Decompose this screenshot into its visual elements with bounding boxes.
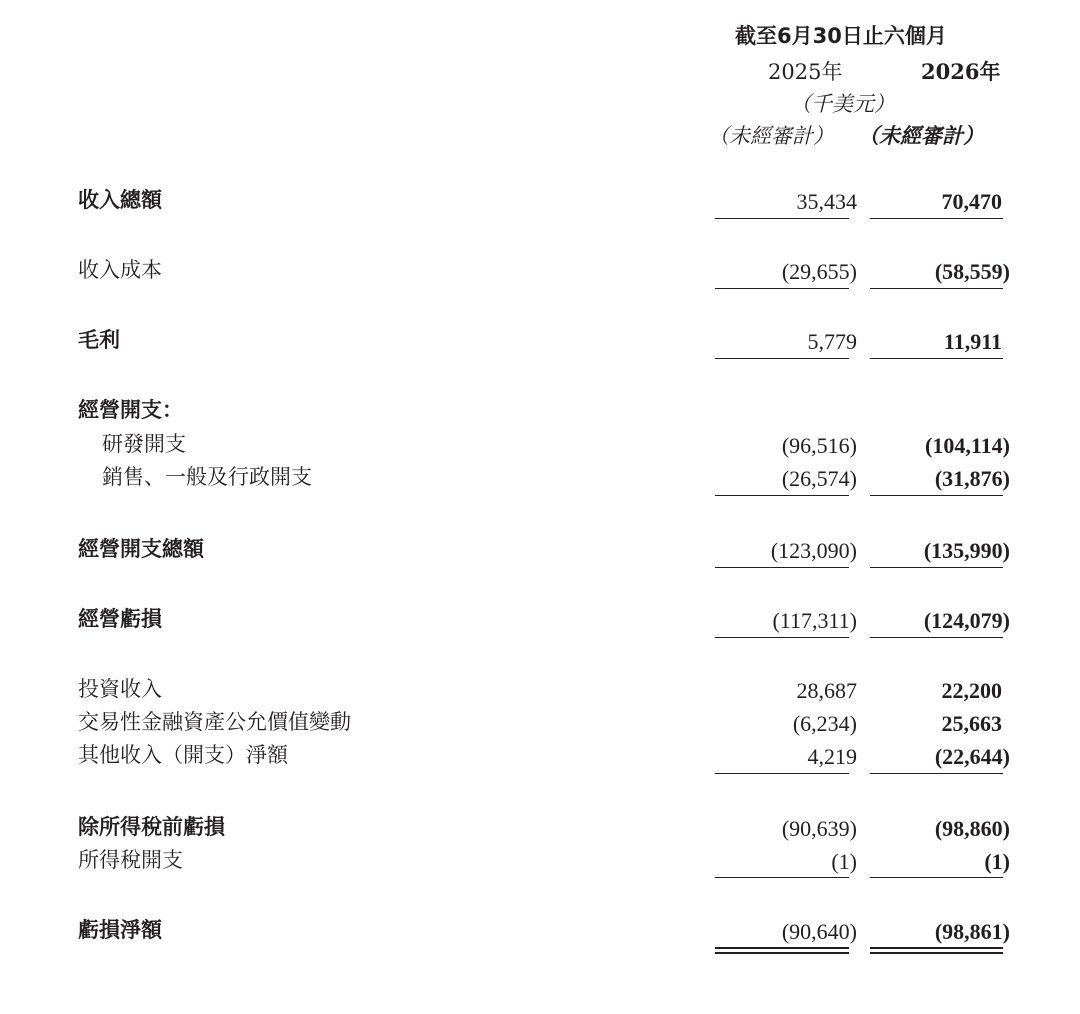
income-tax-current: (1) [984, 849, 1010, 874]
gross-profit-current: 11,911 [943, 329, 1002, 354]
fair-value-change-current: 25,663 [941, 711, 1002, 736]
audit-status-current: （未經審計） [858, 123, 984, 148]
row-label-sga-expense: 銷售、一般及行政開支 [102, 465, 312, 489]
year-current-heading: 2026年 [921, 59, 1001, 84]
row-label-operating-loss: 經營虧損 [78, 607, 162, 631]
row-label-investment-income: 投資收入 [78, 677, 162, 701]
subtotal-rule [870, 877, 1003, 878]
gross-profit-prior: 5,779 [807, 329, 857, 354]
row-label-net-loss: 虧損淨額 [78, 918, 162, 942]
total-double-rule [870, 947, 1003, 954]
subtotal-rule [870, 288, 1003, 289]
operating-loss-current: (124,079) [923, 608, 1010, 633]
subtotal-rule [870, 495, 1003, 496]
subtotal-rule [870, 358, 1003, 359]
operating-loss-prior: (117,311) [772, 608, 857, 633]
cost-of-revenue-current: (58,559) [934, 259, 1010, 284]
currency-unit: （千美元） [790, 92, 895, 116]
net-loss-current: (98,861) [934, 919, 1010, 944]
subtotal-rule [715, 877, 849, 878]
row-label-pretax-loss: 除所得稅前虧損 [78, 815, 225, 839]
pretax-loss-prior: (90,639) [781, 816, 857, 841]
subtotal-rule [870, 567, 1003, 568]
sga-expense-prior: (26,574) [781, 466, 857, 491]
subtotal-rule [870, 773, 1003, 774]
subtotal-rule [715, 637, 849, 638]
row-label-cost-of-revenue: 收入成本 [78, 258, 162, 282]
subtotal-rule [715, 773, 849, 774]
total-opex-prior: (123,090) [770, 538, 857, 563]
total-opex-current: (135,990) [923, 538, 1010, 563]
other-net-current: (22,644) [934, 744, 1010, 769]
cost-of-revenue-prior: (29,655) [781, 259, 857, 284]
net-loss-prior: (90,640) [781, 919, 857, 944]
subtotal-rule [870, 218, 1003, 219]
row-label-other-net: 其他收入（開支）淨額 [78, 743, 288, 767]
investment-income-current: 22,200 [941, 678, 1002, 703]
subtotal-rule [715, 218, 849, 219]
audit-status-prior: （未經審計） [708, 124, 834, 148]
subtotal-rule [715, 358, 849, 359]
fair-value-change-prior: (6,234) [792, 711, 857, 736]
row-label-total-opex: 經營開支總額 [78, 537, 204, 561]
investment-income-prior: 28,687 [796, 678, 857, 703]
row-label-rd-expense: 研發開支 [102, 432, 186, 456]
total-revenue-current: 70,470 [941, 189, 1002, 214]
row-label-gross-profit: 毛利 [78, 328, 120, 352]
rd-expense-prior: (96,516) [781, 433, 857, 458]
row-label-fair-value-change: 交易性金融資產公允價值變動 [78, 710, 351, 734]
period-heading: 截至6月30日止六個月 [735, 24, 947, 48]
row-label-opex-heading: 經營開支： [78, 398, 183, 422]
row-label-total-revenue: 收入總額 [78, 188, 162, 212]
year-prior-heading: 2025年 [768, 60, 843, 84]
income-tax-prior: (1) [831, 849, 857, 874]
row-label-income-tax: 所得稅開支 [78, 848, 183, 872]
total-double-rule [715, 947, 849, 954]
rd-expense-current: (104,114) [925, 433, 1010, 458]
subtotal-rule [715, 567, 849, 568]
pretax-loss-current: (98,860) [934, 816, 1010, 841]
subtotal-rule [715, 288, 849, 289]
subtotal-rule [715, 495, 849, 496]
sga-expense-current: (31,876) [934, 466, 1010, 491]
subtotal-rule [870, 637, 1003, 638]
total-revenue-prior: 35,434 [796, 189, 857, 214]
other-net-prior: 4,219 [807, 744, 857, 769]
